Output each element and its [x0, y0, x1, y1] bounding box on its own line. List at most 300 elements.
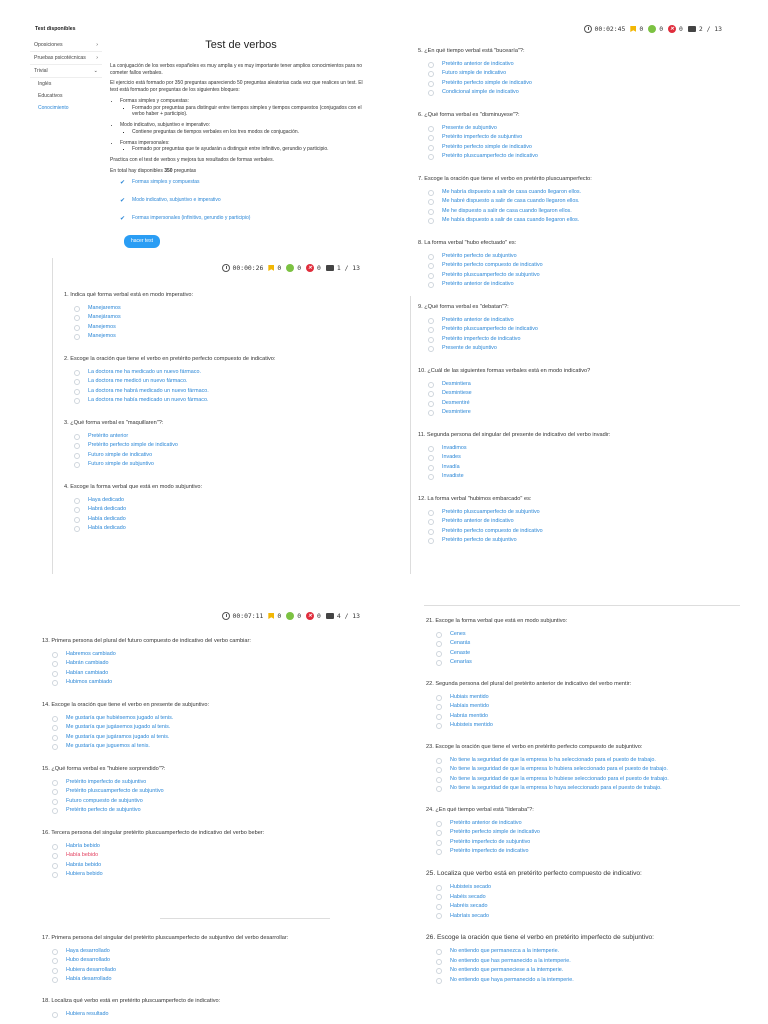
- radio-button[interactable]: [74, 398, 80, 404]
- radio-button[interactable]: [436, 758, 442, 764]
- answer-option[interactable]: [428, 261, 748, 271]
- question-text: 5. ¿En qué tiempo verbal está "bucearía"?:: [418, 48, 525, 54]
- radio-button[interactable]: [436, 777, 442, 783]
- answer-option[interactable]: [74, 460, 364, 470]
- radio-button[interactable]: [52, 808, 58, 814]
- answer-option[interactable]: [436, 756, 756, 766]
- radio-button[interactable]: [436, 968, 442, 974]
- answer-label: No tiene la seguridad de que la empresa lo haya seleccionado para el puesto de trabajo.: [450, 785, 662, 792]
- answer-label: Habréis secado: [450, 903, 488, 910]
- status-bar: 00:02:45 0 0 ✕ 0 2 / 13: [530, 25, 722, 33]
- start-test-button[interactable]: hacer test: [124, 235, 160, 248]
- sidebar-item-psicotecnicas[interactable]: [30, 52, 102, 65]
- correct-icon: [286, 264, 294, 272]
- radio-button[interactable]: [74, 462, 80, 468]
- question-block: [426, 934, 756, 985]
- answer-label: Invadía: [442, 463, 460, 470]
- sidebar-subitem-conocimiento[interactable]: Conocimiento: [38, 105, 69, 111]
- question-panel-3: [42, 638, 372, 908]
- answer-option[interactable]: [436, 976, 756, 986]
- check-icon: ✔: [120, 179, 126, 186]
- answer-option[interactable]: [436, 765, 756, 775]
- radio-button[interactable]: [436, 904, 442, 910]
- radio-button[interactable]: [428, 135, 434, 141]
- block-checkbox[interactable]: ✔ Modo indicativo, subjuntivo e imperativo: [120, 197, 221, 204]
- radio-button[interactable]: [74, 434, 80, 440]
- answer-option[interactable]: [52, 806, 372, 816]
- answer-options: [428, 252, 748, 290]
- radio-button[interactable]: [428, 519, 434, 525]
- answer-option[interactable]: [428, 316, 748, 326]
- answer-option[interactable]: [428, 335, 748, 345]
- radio-button[interactable]: [74, 507, 80, 513]
- radio-button[interactable]: [74, 325, 80, 331]
- answer-option[interactable]: [428, 197, 748, 207]
- answer-option[interactable]: [436, 847, 756, 857]
- answer-option[interactable]: [428, 380, 748, 390]
- answer-option[interactable]: [52, 975, 372, 985]
- answer-option[interactable]: [428, 188, 748, 198]
- question-block: [42, 998, 372, 1019]
- answer-option[interactable]: [74, 496, 364, 506]
- answer-label: Manejemos: [88, 333, 116, 340]
- answer-option[interactable]: [74, 332, 364, 342]
- divider: [424, 605, 740, 606]
- radio-button[interactable]: [428, 529, 434, 535]
- question-text: 7. Escoge la oración que tiene el verbo en pretérito pluscuamperfecto:: [418, 175, 592, 182]
- radio-button[interactable]: [52, 968, 58, 974]
- answer-option[interactable]: [52, 669, 372, 679]
- answer-label: Hubiera desarrollado: [66, 966, 117, 973]
- question-block: [418, 368, 748, 418]
- radio-button[interactable]: [74, 334, 80, 340]
- question-text: 24. ¿En qué tiempo verbal está "lideraba"?:: [426, 806, 534, 813]
- answer-label: Futuro simple de indicativo: [88, 451, 153, 458]
- answer-option[interactable]: [436, 712, 756, 722]
- radio-button[interactable]: [74, 498, 80, 504]
- radio-button[interactable]: [428, 318, 434, 324]
- answer-label: Presente de subjuntivo: [442, 345, 497, 352]
- radio-button[interactable]: [74, 306, 80, 312]
- question-block: [426, 870, 756, 921]
- radio-button[interactable]: [74, 389, 80, 395]
- answer-option[interactable]: [428, 216, 748, 226]
- question-text: 17. Primera persona del singular del pretérito pluscuamperfecto de subjuntivo del verbo desarrollar:: [42, 935, 289, 941]
- answer-option[interactable]: [74, 304, 364, 314]
- answer-option[interactable]: [428, 517, 748, 527]
- answer-label: Futuro compuesto de subjuntivo: [66, 797, 143, 804]
- radio-button[interactable]: [52, 789, 58, 795]
- answer-options: [52, 947, 372, 985]
- sidebar-item-trivial[interactable]: [30, 65, 102, 78]
- answer-options: [428, 380, 748, 418]
- answer-option[interactable]: [428, 143, 748, 153]
- answer-label: No tiene la seguridad de que la empresa lo hubiese seleccionado para el puesto de trabajo.: [450, 775, 669, 782]
- block-checkbox[interactable]: ✔ Formas simples y compuestas: [120, 179, 200, 186]
- answer-option[interactable]: [52, 659, 372, 669]
- radio-button[interactable]: [74, 517, 80, 523]
- intro-paragraph: Practica con el test de verbos y mejora tus resultados de formas verbales.: [110, 157, 274, 164]
- clock-icon: [584, 25, 592, 33]
- answer-option[interactable]: [74, 441, 364, 451]
- answer-option[interactable]: [52, 851, 372, 861]
- answer-label: Pretérito imperfecto de indicativo: [450, 848, 529, 855]
- answer-option[interactable]: [428, 271, 748, 281]
- answer-option[interactable]: [52, 1010, 372, 1020]
- radio-button[interactable]: [74, 315, 80, 321]
- answer-option[interactable]: [428, 124, 748, 134]
- radio-button[interactable]: [428, 90, 434, 96]
- answer-label: No entiendo que permaneciese a la intemperie.: [450, 967, 564, 974]
- question-block: [42, 638, 372, 688]
- answer-option[interactable]: [74, 323, 364, 333]
- answer-label: Pretérito anterior de indicativo: [450, 819, 522, 826]
- answer-label: Desmintiera: [442, 380, 471, 387]
- clock-icon: [222, 264, 230, 272]
- answer-option[interactable]: [52, 842, 372, 852]
- answer-option[interactable]: [428, 472, 748, 482]
- answer-option[interactable]: [428, 325, 748, 335]
- radio-button[interactable]: [74, 379, 80, 385]
- answer-option[interactable]: [428, 152, 748, 162]
- radio-button[interactable]: [52, 661, 58, 667]
- answer-option[interactable]: [436, 966, 756, 976]
- question-panel-1: [64, 292, 364, 567]
- radio-button[interactable]: [428, 391, 434, 397]
- answer-label: No entiendo que permanezca a la intemperie.: [450, 948, 560, 955]
- answer-option[interactable]: [74, 396, 364, 406]
- answer-option[interactable]: [52, 650, 372, 660]
- question-text: 6. ¿Qué forma verbal es "disminuyese"?:: [418, 111, 520, 118]
- answer-label: Pretérito perfecto de subjuntivo: [66, 807, 141, 814]
- radio-button[interactable]: [428, 446, 434, 452]
- answer-option[interactable]: [436, 883, 756, 893]
- answer-option[interactable]: [436, 819, 756, 829]
- answer-option[interactable]: [436, 702, 756, 712]
- answer-label: Pretérito perfecto simple de indicativo: [450, 829, 540, 836]
- answer-label: Habría bebido: [66, 842, 100, 849]
- answer-label: Invades: [442, 454, 461, 461]
- question-text: 23. Escoge la oración que tiene el verbo en pretérito perfecto compuesto de subjuntivo:: [426, 743, 643, 750]
- radio-button[interactable]: [52, 1012, 58, 1018]
- radio-button[interactable]: [428, 218, 434, 224]
- answer-option[interactable]: [74, 515, 364, 525]
- answer-label: Me habría dispuesto a salir de casa cuando llegaron ellos.: [442, 188, 582, 195]
- answer-option[interactable]: [436, 639, 756, 649]
- radio-button[interactable]: [428, 401, 434, 407]
- question-block: [418, 496, 748, 546]
- chevron-right-icon: ›: [96, 55, 98, 61]
- question-block: [426, 744, 756, 794]
- answer-option[interactable]: [436, 947, 756, 957]
- question-block: [42, 702, 372, 752]
- radio-button[interactable]: [436, 885, 442, 891]
- answer-option[interactable]: [428, 536, 748, 546]
- radio-button[interactable]: [428, 455, 434, 461]
- timer: 00:07:11: [232, 612, 264, 620]
- radio-button[interactable]: [436, 704, 442, 710]
- radio-button[interactable]: [428, 474, 434, 480]
- radio-button[interactable]: [436, 786, 442, 792]
- radio-button[interactable]: [436, 632, 442, 638]
- answer-option[interactable]: [52, 861, 372, 871]
- answer-label: Habrás mentido: [450, 712, 489, 719]
- sidebar: [30, 26, 102, 114]
- radio-button[interactable]: [428, 538, 434, 544]
- question-text: 13. Primera persona del plural del futuro compuesto de indicativo del verbo cambiar:: [42, 638, 251, 644]
- answer-option[interactable]: [428, 408, 748, 418]
- radio-button[interactable]: [436, 641, 442, 647]
- question-text: 21. Escoge la forma verbal que está en modo subjuntivo:: [426, 618, 568, 624]
- answer-label: Pretérito imperfecto de subjuntivo: [442, 134, 523, 141]
- answer-option[interactable]: [74, 524, 364, 534]
- sidebar-item-label: Oposiciones: [34, 42, 63, 48]
- answer-option[interactable]: [436, 658, 756, 668]
- answer-option[interactable]: [428, 60, 748, 70]
- radio-button[interactable]: [436, 949, 442, 955]
- answer-option[interactable]: [436, 828, 756, 838]
- answer-option[interactable]: [52, 870, 372, 880]
- radio-button[interactable]: [436, 821, 442, 827]
- radio-button[interactable]: [428, 62, 434, 68]
- answer-option[interactable]: [52, 678, 372, 688]
- radio-button[interactable]: [428, 327, 434, 333]
- answer-option[interactable]: [74, 368, 364, 378]
- wrong-icon: ✕: [668, 25, 676, 33]
- radio-button[interactable]: [52, 863, 58, 869]
- answer-label: No entiendo que haya permanecido a la intemperie.: [450, 976, 574, 983]
- answer-option[interactable]: [52, 797, 372, 807]
- answer-option[interactable]: [428, 444, 748, 454]
- block-checkboxes: [120, 179, 372, 223]
- radio-button[interactable]: [436, 651, 442, 657]
- sidebar-subitem-educativos[interactable]: Educativos: [38, 93, 63, 99]
- answer-option[interactable]: [436, 630, 756, 640]
- radio-button[interactable]: [52, 652, 58, 658]
- answer-options: [428, 444, 748, 482]
- answer-option[interactable]: [52, 778, 372, 788]
- answer-option[interactable]: [428, 69, 748, 79]
- radio-button[interactable]: [428, 273, 434, 279]
- answer-label: Pretérito anterior de indicativo: [442, 316, 514, 323]
- radio-button[interactable]: [52, 844, 58, 850]
- radio-button[interactable]: [74, 526, 80, 532]
- answer-option[interactable]: [52, 956, 372, 966]
- answer-option[interactable]: [428, 453, 748, 463]
- page-counter: 2 / 13: [698, 25, 722, 33]
- answer-option[interactable]: [74, 377, 364, 387]
- answer-option[interactable]: [428, 527, 748, 537]
- question-text: 16. Tercera persona del singular pretérito pluscuamperfecto de indicativo del verbo beber:: [42, 829, 265, 836]
- answer-option[interactable]: [52, 714, 372, 724]
- answer-option[interactable]: [52, 742, 372, 752]
- answer-option[interactable]: [428, 252, 748, 262]
- answer-label: Habrá dedicado: [88, 506, 127, 513]
- answer-option[interactable]: [428, 79, 748, 89]
- radio-button[interactable]: [52, 872, 58, 878]
- answer-option[interactable]: [436, 957, 756, 967]
- answer-label: Hubiera bebido: [66, 871, 103, 878]
- answer-label: Pretérito imperfecto de subjuntivo: [66, 778, 147, 785]
- radio-button[interactable]: [428, 154, 434, 160]
- answer-option[interactable]: [428, 133, 748, 143]
- answer-options: [74, 368, 364, 406]
- radio-button[interactable]: [428, 190, 434, 196]
- radio-button[interactable]: [428, 282, 434, 288]
- block-item: [120, 122, 372, 136]
- sidebar-item-label: Pruebas psicotécnicas: [34, 55, 86, 61]
- radio-button[interactable]: [52, 680, 58, 686]
- answer-label: Condicional simple de indicativo: [442, 89, 519, 96]
- radio-button[interactable]: [428, 81, 434, 87]
- answer-option[interactable]: [74, 432, 364, 442]
- question-block: [418, 432, 748, 482]
- block-title: Formas impersonales:: [120, 139, 170, 146]
- radio-button[interactable]: [428, 263, 434, 269]
- block-item: [120, 98, 372, 118]
- radio-button[interactable]: [436, 660, 442, 666]
- question-block: [418, 304, 748, 354]
- radio-button[interactable]: [436, 840, 442, 846]
- radio-button[interactable]: [74, 370, 80, 376]
- radio-button[interactable]: [436, 978, 442, 984]
- question-panel-4: [42, 935, 372, 1024]
- radio-button[interactable]: [52, 671, 58, 677]
- radio-button[interactable]: [436, 767, 442, 773]
- radio-button[interactable]: [52, 853, 58, 859]
- radio-button[interactable]: [52, 799, 58, 805]
- answer-option[interactable]: [436, 649, 756, 659]
- answer-options: [52, 650, 372, 688]
- answer-option[interactable]: [52, 947, 372, 957]
- radio-button[interactable]: [428, 145, 434, 151]
- radio-button[interactable]: [74, 453, 80, 459]
- answer-option[interactable]: [52, 723, 372, 733]
- divider: [410, 296, 411, 574]
- answer-option[interactable]: [436, 721, 756, 731]
- pages-icon: [326, 613, 334, 619]
- block-desc: ▪ Formado por preguntas para distinguir entre tiempos simples y tiempos compuestos (conjugados con el verbo haber + participio).: [132, 105, 372, 119]
- radio-button[interactable]: [52, 744, 58, 750]
- answer-option[interactable]: [74, 505, 364, 515]
- answer-option[interactable]: [74, 387, 364, 397]
- answer-options: [52, 1010, 372, 1020]
- answer-option[interactable]: [428, 207, 748, 217]
- answer-option[interactable]: [436, 912, 756, 922]
- answer-option[interactable]: [52, 787, 372, 797]
- answer-label: No tiene la seguridad de que la empresa lo hubiera seleccionado para el puesto de trabajo.: [450, 766, 668, 773]
- check-icon: ✔: [120, 215, 126, 222]
- radio-button[interactable]: [436, 695, 442, 701]
- answer-option[interactable]: [428, 280, 748, 290]
- radio-button[interactable]: [74, 443, 80, 449]
- sidebar-subitem-ingles[interactable]: Inglés: [38, 81, 52, 87]
- answer-option[interactable]: [74, 313, 364, 323]
- radio-button[interactable]: [52, 725, 58, 731]
- radio-button[interactable]: [52, 716, 58, 722]
- radio-button[interactable]: [436, 959, 442, 965]
- question-panel-5: [426, 618, 756, 1024]
- radio-button[interactable]: [52, 780, 58, 786]
- answer-label: Me gustaría que juguemos al tenis.: [66, 743, 150, 750]
- radio-button[interactable]: [52, 977, 58, 983]
- radio-button[interactable]: [428, 254, 434, 260]
- answer-option[interactable]: [436, 902, 756, 912]
- radio-button[interactable]: [428, 382, 434, 388]
- chevron-right-icon: ›: [96, 42, 98, 48]
- answer-label: Invadiste: [442, 473, 464, 480]
- answer-option[interactable]: [436, 775, 756, 785]
- answer-label: Futuro simple de subjuntivo: [88, 461, 154, 468]
- answer-options: [436, 630, 756, 668]
- radio-button[interactable]: [436, 830, 442, 836]
- page-title: Test de verbos: [205, 39, 277, 51]
- intro-paragraph: El ejercicio está formado por 350 preguntas apareciendo 50 preguntas aleatorias cada vez que realices un test. El test está formado por preguntas de los siguientes bloques:: [110, 80, 363, 94]
- radio-button[interactable]: [428, 199, 434, 205]
- answer-option[interactable]: [52, 966, 372, 976]
- answer-option[interactable]: [428, 508, 748, 518]
- answer-label: Pretérito perfecto compuesto de indicativo: [442, 262, 543, 269]
- answer-option[interactable]: [428, 399, 748, 409]
- answer-options: [74, 304, 364, 342]
- answer-label: Pretérito anterior de indicativo: [442, 281, 514, 288]
- correct-icon: [648, 25, 656, 33]
- answer-label: Habríais secado: [450, 912, 489, 919]
- answer-option[interactable]: [428, 463, 748, 473]
- answer-option[interactable]: [74, 451, 364, 461]
- wrong-icon: ✕: [306, 612, 314, 620]
- radio-button[interactable]: [436, 723, 442, 729]
- answer-label: Pretérito pluscuamperfecto de indicativo: [442, 153, 538, 160]
- answer-label: Futuro simple de indicativo: [442, 70, 507, 77]
- answer-option[interactable]: [436, 838, 756, 848]
- answer-option[interactable]: [428, 88, 748, 98]
- radio-button[interactable]: [52, 958, 58, 964]
- radio-button[interactable]: [428, 71, 434, 77]
- radio-button[interactable]: [428, 126, 434, 132]
- radio-button[interactable]: [428, 346, 434, 352]
- page-counter: 4 / 13: [336, 612, 360, 620]
- answer-option[interactable]: [52, 733, 372, 743]
- radio-button[interactable]: [436, 913, 442, 919]
- radio-button[interactable]: [52, 735, 58, 741]
- answer-option[interactable]: [436, 893, 756, 903]
- question-block: [42, 935, 372, 985]
- answer-option[interactable]: [428, 389, 748, 399]
- radio-button[interactable]: [436, 714, 442, 720]
- question-text: 26. Escoge la oración que tiene el verbo en pretérito imperfecto de subjuntivo:: [426, 934, 654, 942]
- question-text: 22. Segunda persona del plural del pretérito anterior de indicativo del verbo mentir:: [426, 680, 632, 687]
- answer-label: Haya dedicado: [88, 496, 124, 503]
- question-block: [426, 807, 756, 857]
- radio-button[interactable]: [436, 894, 442, 900]
- radio-button[interactable]: [428, 209, 434, 215]
- radio-button[interactable]: [436, 849, 442, 855]
- sidebar-item-oposiciones[interactable]: [30, 39, 102, 52]
- answer-label: Manejaremos: [88, 304, 121, 311]
- answer-label: Me había dispuesto a salir de casa cuando llegaron ellos.: [442, 217, 580, 224]
- block-desc: ▪ Formado por preguntas que te ayudarán a distinguir entre infinitivo, gerundio y participio.: [132, 146, 372, 153]
- answer-option[interactable]: [436, 784, 756, 794]
- radio-button[interactable]: [52, 949, 58, 955]
- answer-option[interactable]: [428, 344, 748, 354]
- radio-button[interactable]: [428, 510, 434, 516]
- radio-button[interactable]: [428, 337, 434, 343]
- answer-option[interactable]: [436, 693, 756, 703]
- radio-button[interactable]: [428, 410, 434, 416]
- block-checkbox[interactable]: ✔ Formas impersonales (infinitivo, gerundio y participio): [120, 215, 251, 222]
- radio-button[interactable]: [428, 465, 434, 471]
